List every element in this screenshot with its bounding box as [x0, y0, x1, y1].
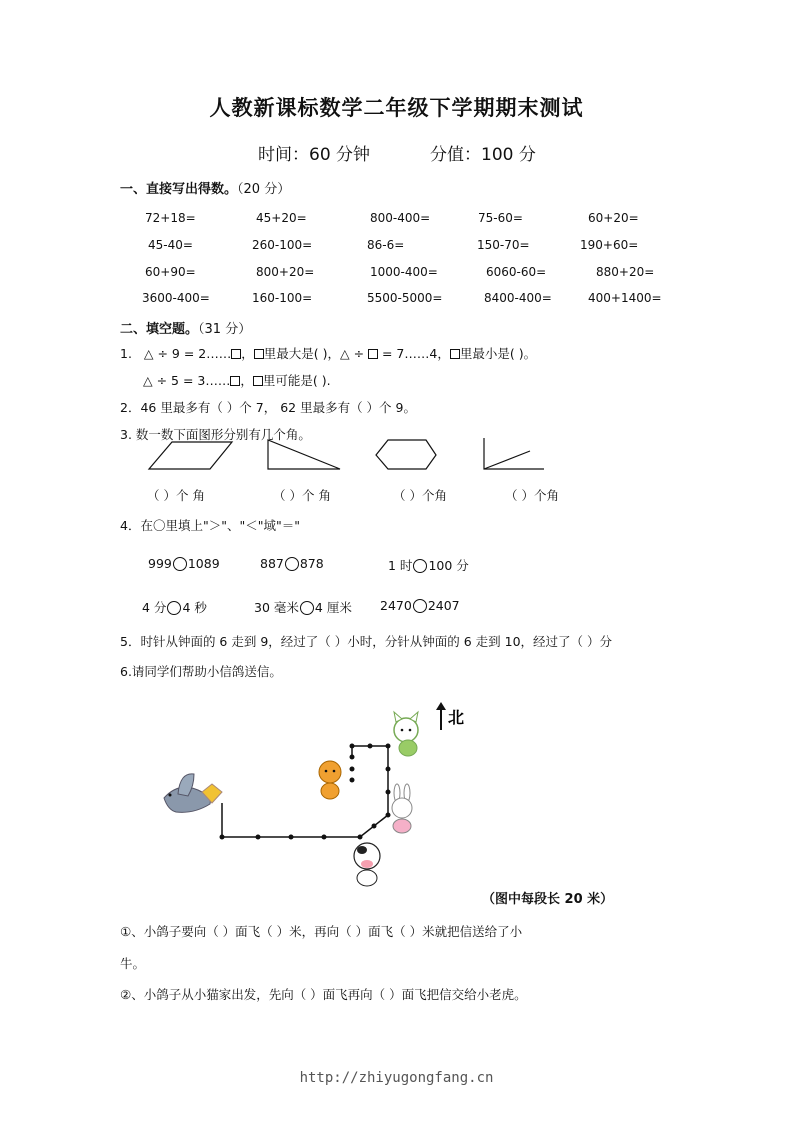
- question-3: 3. 数一数下面图形分别有几个角。: [120, 427, 311, 442]
- north-arrowhead-icon: [436, 702, 446, 710]
- compare-left: 1 时: [388, 558, 413, 573]
- question-1b: [143, 371, 331, 389]
- compare-item: [388, 556, 469, 574]
- compare-item: [254, 598, 352, 616]
- box-icon: [450, 349, 460, 359]
- calc-item: 400+1400=: [588, 291, 662, 305]
- angle-ray: [484, 451, 530, 469]
- compare-right: 4 秒: [182, 600, 207, 615]
- score-label: 分值：100 分: [430, 145, 536, 165]
- parallelogram-shape: [149, 442, 232, 469]
- calc-item: 60+90=: [145, 265, 196, 279]
- box-icon: [254, 349, 264, 359]
- compare-right: 100 分: [428, 558, 469, 573]
- circle-icon[interactable]: [413, 559, 427, 573]
- compare-right: 2407: [427, 598, 460, 613]
- page-title: 人教新课标数学二年级下学期期末测试: [209, 96, 584, 120]
- question-6-1b: 牛。: [120, 956, 146, 971]
- calc-item: 800-400=: [370, 211, 431, 225]
- calc-item: 45-40=: [148, 238, 193, 252]
- section2-points: （31 分）: [198, 322, 252, 337]
- time-label: 时间：60 分钟: [258, 145, 371, 165]
- question-5: 5．时针从钟面的 6 走到 9，经过了（ ）小时，分针从钟面的 6 走到 10，经过了（ ）分: [120, 634, 613, 649]
- shape-label-3: （ ）个角: [393, 488, 447, 503]
- north-label: 北: [448, 708, 465, 727]
- compare-item: [148, 556, 220, 571]
- q1a-part3: 里最大是( )，△ ÷: [263, 346, 369, 361]
- compare-right: 4 厘米: [314, 600, 352, 615]
- calc-item: 260-100=: [252, 238, 313, 252]
- calc-item: 75-60=: [478, 211, 523, 225]
- section1-points: （20 分）: [237, 182, 291, 197]
- question-6-2: ②、小鸽子从小猫家出发，先向（ ）面飞再向（ ）面飞把信交给小老虎。: [120, 987, 527, 1002]
- calc-item: 72+18=: [145, 211, 196, 225]
- calc-item: 190+60=: [580, 238, 639, 252]
- circle-icon[interactable]: [285, 557, 299, 571]
- route-path: [222, 746, 388, 837]
- calc-item: 800+20=: [256, 265, 315, 279]
- circle-icon[interactable]: [173, 557, 187, 571]
- question-6-1a: ①、小鸽子要向（ ）面飞（ ）米，再向（ ）面飞（ ）米就把信送给了小: [120, 924, 523, 939]
- route-dots: [220, 744, 391, 840]
- compare-item: [380, 598, 460, 613]
- calc-item: 60+20=: [588, 211, 639, 225]
- rabbit-icon: [392, 784, 412, 833]
- calc-item: 1000-400=: [370, 265, 438, 279]
- section1-heading: [120, 178, 290, 197]
- circle-icon[interactable]: [413, 599, 427, 613]
- cow-icon: [354, 843, 380, 886]
- calc-item: 45+20=: [256, 211, 307, 225]
- q1a-part2: ，: [241, 346, 254, 361]
- compare-item: [142, 598, 207, 616]
- question-4: 4．在〇里填上"＞"、"＜"域"＝": [120, 518, 300, 533]
- compare-left: 30 毫米: [254, 600, 299, 615]
- box-icon: [230, 376, 240, 386]
- shape-label-1: （ ）个 角: [147, 488, 205, 503]
- compare-left: 999: [148, 556, 172, 571]
- section2-title: 二、填空题。: [120, 322, 199, 337]
- box-icon: [253, 376, 263, 386]
- question-1a: [120, 344, 536, 362]
- q1a-part5: 里最小是( )。: [459, 346, 537, 361]
- compare-left: 887: [260, 556, 284, 571]
- map-caption: （图中每段长 20 米）: [482, 892, 614, 907]
- tiger-icon: [319, 761, 341, 799]
- calc-item: 880+20=: [596, 265, 655, 279]
- q1a-part1: △ ÷ 9 = 2……: [143, 346, 232, 361]
- calc-item: 150-70=: [477, 238, 530, 252]
- compare-item: [260, 556, 324, 571]
- cat-icon: [394, 712, 418, 756]
- calc-item: 3600-400=: [142, 291, 210, 305]
- angle-shapes: [140, 434, 560, 474]
- section1-title: 一、直接写出得数。: [120, 182, 238, 197]
- calc-item: 86-6=: [367, 238, 405, 252]
- pigeon-map: [150, 700, 630, 900]
- calc-item: 8400-400=: [484, 291, 552, 305]
- section2-heading: [120, 318, 251, 337]
- right-angle-shape: [484, 438, 544, 469]
- q1b-part3: 里可能是( ).: [262, 373, 331, 388]
- shape-label-2: （ ）个 角: [273, 488, 331, 503]
- q1b-part1: △ ÷ 5 = 3……: [143, 373, 231, 388]
- compare-left: 2470: [380, 598, 412, 613]
- question-6: 6.请同学们帮助小信鸽送信。: [120, 664, 282, 679]
- calc-item: 5500-5000=: [367, 291, 443, 305]
- q1-number: 1.: [120, 346, 132, 361]
- circle-icon[interactable]: [167, 601, 181, 615]
- box-icon: [368, 349, 378, 359]
- circle-icon[interactable]: [300, 601, 314, 615]
- box-icon: [231, 349, 241, 359]
- question-2: 2．46 里最多有（ ）个 7， 62 里最多有（ ）个 9。: [120, 400, 416, 415]
- calc-item: 160-100=: [252, 291, 313, 305]
- q1a-part4: = 7……4，: [378, 346, 450, 361]
- footer-url[interactable]: http://zhiyugongfang.cn: [299, 1070, 494, 1086]
- compare-right: 878: [299, 556, 324, 571]
- compare-right: 1089: [187, 556, 220, 571]
- hexagon-shape: [376, 440, 436, 469]
- compare-left: 4 分: [142, 600, 167, 615]
- shape-label-4: （ ）个角: [505, 488, 559, 503]
- triangle-shape: [268, 440, 340, 469]
- q1b-part2: ，: [240, 373, 253, 388]
- calc-item: 6060-60=: [486, 265, 547, 279]
